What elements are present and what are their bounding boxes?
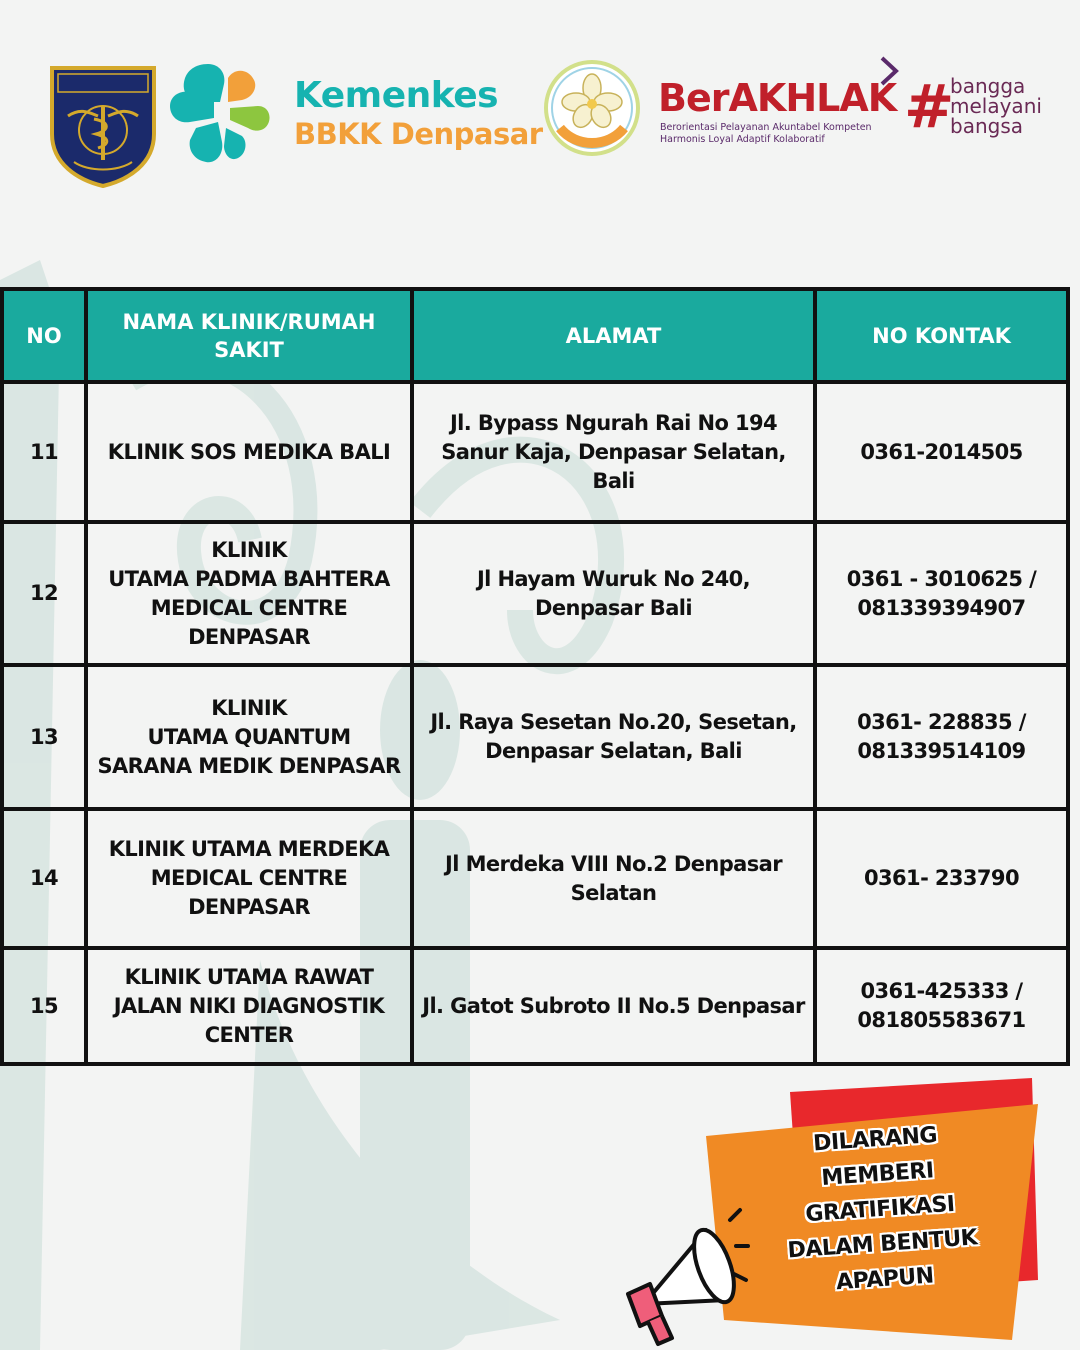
banner-line: APAPUN: [835, 1263, 935, 1296]
row-address: Jl. Raya Sesetan No.20, Sesetan, Denpasar Selatan, Bali: [412, 665, 815, 809]
kemenkes-logo-icon: [168, 58, 272, 168]
row-no: 11: [2, 382, 86, 522]
row-no: 14: [2, 809, 86, 948]
karantina-kesehatan-logo: [48, 64, 158, 188]
row-contact: 0361- 233790: [815, 809, 1068, 948]
bangsa-word: bangsa: [950, 114, 1023, 138]
kemenkes-subtitle: BBKK Denpasar: [294, 117, 543, 151]
row-name: KLINIK UTAMA QUANTUM SARANA MEDIK DENPASAR: [86, 665, 412, 809]
row-contact: 0361-425333 / 081805583671: [815, 948, 1068, 1064]
table-row: [2, 382, 1068, 522]
table-row: [2, 948, 1068, 1064]
bangga-word: bangga: [950, 74, 1026, 98]
banner-text: [754, 1114, 1006, 1305]
banner-line: GRATIFIKASI: [804, 1191, 956, 1228]
berakhlak-tagline-1: Berorientasi Pelayanan Akuntabel Kompeten: [660, 122, 872, 133]
row-address: Jl. Bypass Ngurah Rai No 194 Sanur Kaja, Denpasar Selatan, Bali: [412, 382, 815, 522]
row-no: 15: [2, 948, 86, 1064]
header-contact: NO KONTAK: [815, 289, 1068, 382]
hashtag-icon: #: [904, 72, 955, 142]
header-logos: [0, 0, 1080, 200]
header-no: NO: [2, 289, 86, 382]
table-header-row: [2, 289, 1068, 382]
row-address: Jl Merdeka VIII No.2 Denpasar Selatan: [412, 809, 815, 948]
clinic-table: [0, 287, 1070, 1066]
banner-line: DILARANG: [812, 1122, 938, 1157]
banner-line: MEMBERI: [820, 1158, 935, 1191]
jepun-bali-logo: [536, 58, 648, 158]
table-row: [2, 665, 1068, 809]
berakhlak-tagline-2: Harmonis Loyal Adaptif Kolaboratif: [660, 134, 825, 145]
kemenkes-title: Kemenkes: [294, 75, 499, 116]
row-no: 13: [2, 665, 86, 809]
row-contact: 0361 - 3010625 / 081339394907: [815, 522, 1068, 665]
row-address: Jl Hayam Wuruk No 240, Denpasar Bali: [412, 522, 815, 665]
banner-line: DALAM BENTUK: [786, 1225, 979, 1264]
row-contact: 0361-2014505: [815, 382, 1068, 522]
row-address: Jl. Gatot Subroto II No.5 Denpasar: [412, 948, 815, 1064]
berakhlak-title: BerAKHLAK: [658, 76, 897, 120]
row-no: 12: [2, 522, 86, 665]
melayani-word: melayani: [950, 94, 1042, 118]
table-row: [2, 809, 1068, 948]
row-contact: 0361- 228835 / 081339514109: [815, 665, 1068, 809]
berakhlak-logo: [658, 56, 898, 156]
row-name: KLINIK UTAMA PADMA BAHTERA MEDICAL CENTRE DENPASAR: [86, 522, 412, 665]
clinic-table-container: [0, 287, 1066, 1066]
table-row: [2, 522, 1068, 665]
header-address: ALAMAT: [412, 289, 815, 382]
row-name: KLINIK UTAMA MERDEKA MEDICAL CENTRE DENPASAR: [86, 809, 412, 948]
kemenkes-wordmark: [294, 76, 543, 152]
header-name: NAMA KLINIK/RUMAH SAKIT: [86, 289, 412, 382]
bangga-melayani-bangsa-logo: [904, 74, 1064, 144]
row-name: KLINIK UTAMA RAWAT JALAN NIKI DIAGNOSTIK CENTER: [86, 948, 412, 1064]
bangga-words: [950, 76, 1042, 136]
row-name: KLINIK SOS MEDIKA BALI: [86, 382, 412, 522]
